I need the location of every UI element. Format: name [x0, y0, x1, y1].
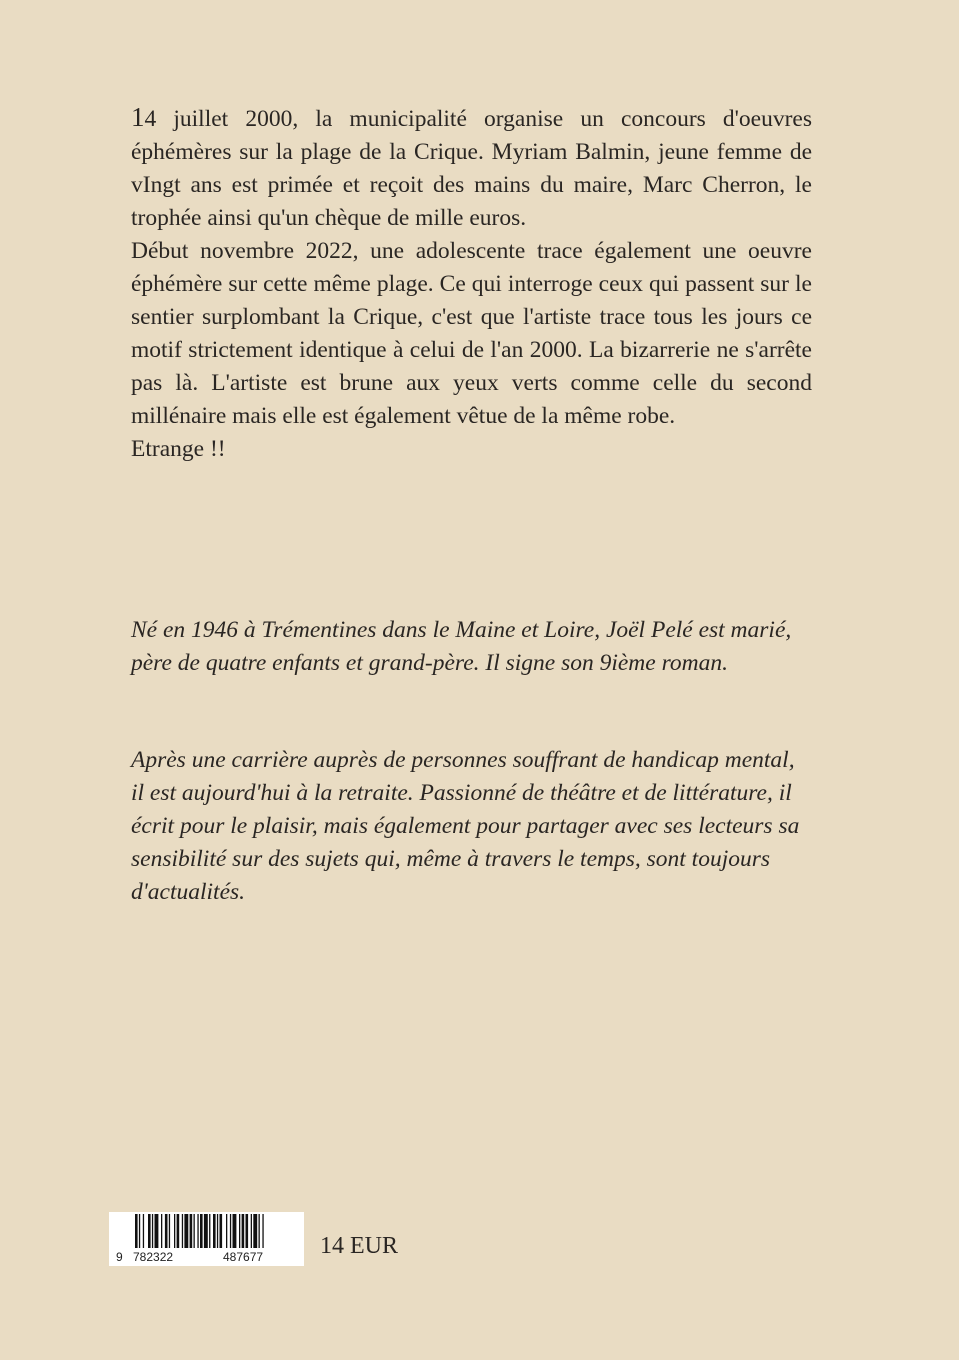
synopsis	[131, 101, 812, 466]
synopsis-paragraph: 14 juillet 2000, la municipalité organise un concours d'oeuvres éphémères sur la plage de la Crique. Myriam Balmin, jeune femme de vIngt ans est primée et reçoit des mains du maire, Marc Cherron, le trophée ainsi qu'un chèque de mille euros.	[131, 102, 812, 231]
first-letter: 1	[131, 102, 145, 132]
price-label: 14 EUR	[320, 1233, 398, 1259]
author-bio-career	[131, 744, 812, 909]
barcode-digit-lead: 9	[116, 1250, 123, 1264]
bio-paragraph: Né en 1946 à Trémentines dans le Maine et Loire, Joël Pelé est marié, père de quatre enfants et grand-père. Il signe son 9ième roman.	[131, 617, 792, 676]
barcode-group-right: 487677	[223, 1250, 264, 1264]
author-bio-birth	[131, 614, 812, 680]
bio-paragraph: Après une carrière auprès de personnes souffrant de handicap mental, il est aujourd'hui à la retraite. Passionné de théâtre et de littérature, il écrit pour le plaisir, mais également pour partager avec ses lecteurs sa sensibilité sur des sujets qui, même à travers le temps, sont toujours d'actualités.	[131, 747, 800, 905]
synopsis-exclamation: Etrange !!	[131, 436, 226, 462]
isbn-barcode	[109, 1212, 304, 1266]
synopsis-paragraph: Début novembre 2022, une adolescente trace également une oeuvre éphémère sur cette même plage. Ce qui interroge ceux qui passent sur le sentier surplombant la Crique, c'est que l'artiste trace tous les jours ce motif strictement identique à celui de l'an 2000. La bizarrerie ne s'arrête pas là. L'artiste est brune aux yeux verts comme celle du second millénaire mais elle est également vêtue de la même robe.	[131, 238, 812, 429]
barcode-digits	[109, 1250, 304, 1264]
barcode-group-left: 782322	[133, 1250, 174, 1264]
barcode-bars	[109, 1212, 304, 1252]
